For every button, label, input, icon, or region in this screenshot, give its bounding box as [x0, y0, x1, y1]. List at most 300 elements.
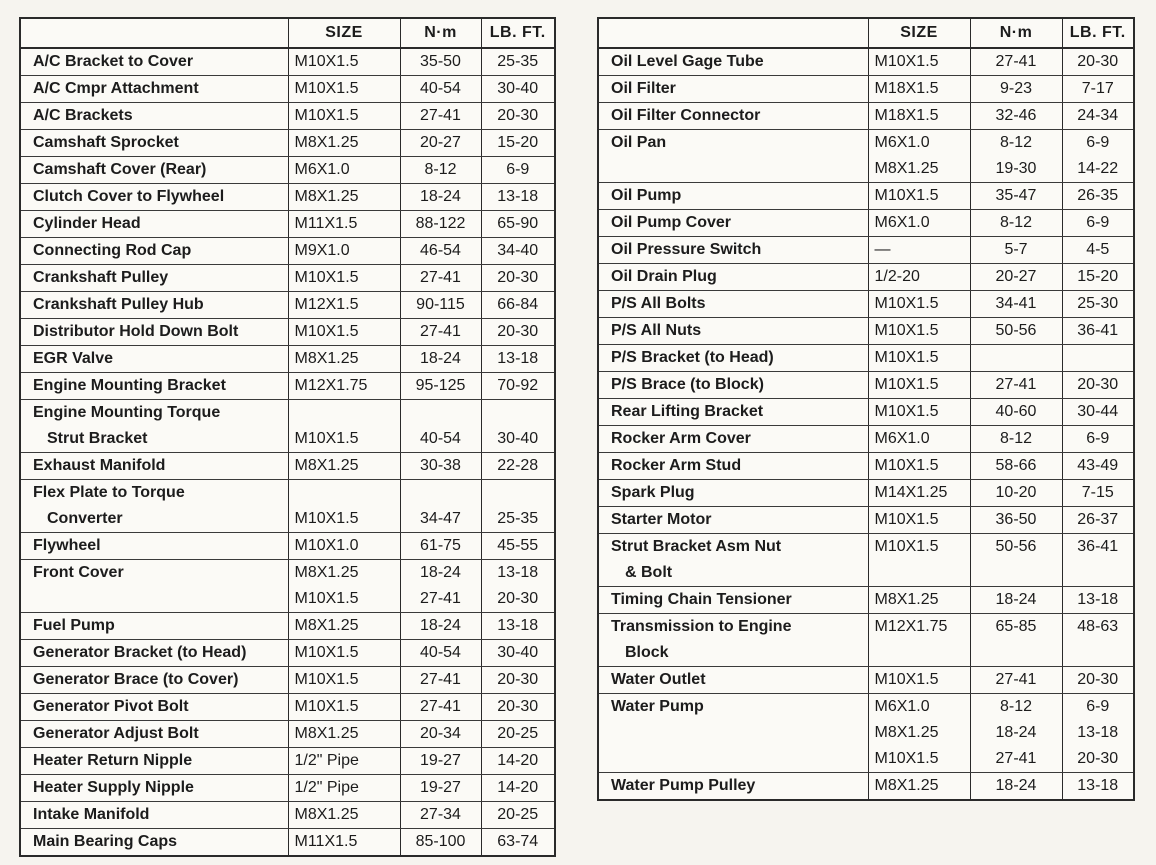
component-cell: Block — [598, 640, 868, 667]
table-row — [20, 802, 555, 829]
nm-cell: 19-30 — [970, 156, 1062, 183]
lbft-cell: 22-28 — [481, 453, 555, 480]
table-row — [598, 426, 1134, 453]
component-cell: P/S Brace (to Block) — [598, 372, 868, 399]
nm-cell: 27-41 — [970, 746, 1062, 773]
table-row — [598, 156, 1134, 183]
nm-cell: 27-41 — [970, 667, 1062, 694]
lbft-cell: 30-40 — [481, 640, 555, 667]
size-cell: M12X1.75 — [868, 614, 970, 641]
size-cell: M10X1.5 — [288, 694, 400, 721]
component-cell: A/C Bracket to Cover — [20, 48, 288, 76]
nm-cell: 20-27 — [970, 264, 1062, 291]
header-lbft: LB. FT. — [1062, 18, 1134, 48]
nm-cell: 18-24 — [400, 184, 481, 211]
lbft-cell: 13-18 — [481, 613, 555, 640]
nm-cell: 27-41 — [400, 103, 481, 130]
size-cell — [288, 400, 400, 427]
lbft-cell: 20-25 — [481, 802, 555, 829]
lbft-cell: 7-15 — [1062, 480, 1134, 507]
nm-cell: 34-47 — [400, 506, 481, 533]
table-row — [20, 184, 555, 211]
nm-cell: 9-23 — [970, 76, 1062, 103]
table-row — [20, 48, 555, 76]
component-cell: Converter — [20, 506, 288, 533]
component-cell: EGR Valve — [20, 346, 288, 373]
size-cell: M14X1.25 — [868, 480, 970, 507]
table-row — [598, 614, 1134, 641]
lbft-cell: 30-44 — [1062, 399, 1134, 426]
nm-cell — [970, 560, 1062, 587]
lbft-cell: 6-9 — [1062, 130, 1134, 157]
lbft-cell: 14-20 — [481, 748, 555, 775]
component-cell — [598, 746, 868, 773]
table-row — [20, 76, 555, 103]
table-row — [598, 237, 1134, 264]
lbft-cell: 20-30 — [481, 103, 555, 130]
component-cell: Heater Return Nipple — [20, 748, 288, 775]
table-row — [20, 613, 555, 640]
lbft-cell: 25-30 — [1062, 291, 1134, 318]
table-row — [598, 453, 1134, 480]
component-cell — [598, 720, 868, 746]
size-cell: M10X1.5 — [288, 48, 400, 76]
nm-cell: 8-12 — [970, 210, 1062, 237]
size-cell: M10X1.5 — [288, 319, 400, 346]
nm-cell: 8-12 — [970, 130, 1062, 157]
table-row — [598, 372, 1134, 399]
component-cell: Water Pump — [598, 694, 868, 721]
component-cell: Spark Plug — [598, 480, 868, 507]
component-cell: Front Cover — [20, 560, 288, 587]
header-lbft: LB. FT. — [481, 18, 555, 48]
table-row — [598, 318, 1134, 345]
table-row — [598, 560, 1134, 587]
component-cell: A/C Cmpr Attachment — [20, 76, 288, 103]
lbft-cell: 13-18 — [1062, 773, 1134, 801]
component-cell: Rocker Arm Cover — [598, 426, 868, 453]
size-cell: M10X1.5 — [868, 318, 970, 345]
component-cell: Camshaft Sprocket — [20, 130, 288, 157]
table-row — [598, 720, 1134, 746]
size-cell: M9X1.0 — [288, 238, 400, 265]
size-cell: M10X1.5 — [288, 667, 400, 694]
lbft-cell: 15-20 — [481, 130, 555, 157]
nm-cell: 18-24 — [970, 587, 1062, 614]
nm-cell: 34-41 — [970, 291, 1062, 318]
size-cell: 1/2-20 — [868, 264, 970, 291]
nm-cell — [400, 480, 481, 507]
table-row — [20, 319, 555, 346]
component-cell: Flywheel — [20, 533, 288, 560]
table-row — [598, 264, 1134, 291]
size-cell: M6X1.0 — [868, 130, 970, 157]
table-row — [20, 640, 555, 667]
component-cell: Engine Mounting Torque — [20, 400, 288, 427]
lbft-cell — [1062, 640, 1134, 667]
table-row — [598, 480, 1134, 507]
size-cell: M6X1.0 — [868, 210, 970, 237]
lbft-cell: 24-34 — [1062, 103, 1134, 130]
lbft-cell: 14-20 — [481, 775, 555, 802]
nm-cell: 27-41 — [400, 319, 481, 346]
table-row — [20, 533, 555, 560]
lbft-cell: 6-9 — [481, 157, 555, 184]
table-row — [598, 48, 1134, 76]
component-cell: Strut Bracket Asm Nut — [598, 534, 868, 561]
size-cell: M12X1.75 — [288, 373, 400, 400]
table-row — [598, 76, 1134, 103]
nm-cell: 27-34 — [400, 802, 481, 829]
size-cell: M10X1.5 — [868, 399, 970, 426]
size-cell: M8X1.25 — [868, 587, 970, 614]
table-row — [20, 157, 555, 184]
size-cell: M18X1.5 — [868, 103, 970, 130]
lbft-cell: 20-30 — [481, 694, 555, 721]
table-row — [20, 480, 555, 507]
size-cell: M10X1.5 — [288, 586, 400, 613]
component-cell: Fuel Pump — [20, 613, 288, 640]
size-cell: M10X1.5 — [868, 291, 970, 318]
lbft-cell: 20-30 — [1062, 667, 1134, 694]
lbft-cell: 20-30 — [481, 586, 555, 613]
nm-cell: 30-38 — [400, 453, 481, 480]
size-cell: M8X1.25 — [288, 721, 400, 748]
nm-cell: 36-50 — [970, 507, 1062, 534]
header-nm: N·m — [400, 18, 481, 48]
lbft-cell — [1062, 345, 1134, 372]
nm-cell: 18-24 — [970, 773, 1062, 801]
nm-cell: 8-12 — [970, 694, 1062, 721]
table-row — [20, 453, 555, 480]
component-cell: Rocker Arm Stud — [598, 453, 868, 480]
size-cell: M11X1.5 — [288, 211, 400, 238]
size-cell: M10X1.5 — [868, 345, 970, 372]
nm-cell: 61-75 — [400, 533, 481, 560]
table-row — [598, 534, 1134, 561]
component-cell: Strut Bracket — [20, 426, 288, 453]
nm-cell: 40-54 — [400, 426, 481, 453]
component-cell: Generator Pivot Bolt — [20, 694, 288, 721]
table-row — [20, 667, 555, 694]
table-row — [20, 829, 555, 857]
nm-cell: 19-27 — [400, 748, 481, 775]
component-cell: Generator Adjust Bolt — [20, 721, 288, 748]
component-cell: Rear Lifting Bracket — [598, 399, 868, 426]
component-cell: Oil Filter — [598, 76, 868, 103]
component-cell: Cylinder Head — [20, 211, 288, 238]
size-cell — [868, 560, 970, 587]
table-row — [20, 586, 555, 613]
table-row — [20, 373, 555, 400]
torque-table-right — [597, 17, 1135, 801]
lbft-cell: 34-40 — [481, 238, 555, 265]
size-cell: M10X1.5 — [868, 372, 970, 399]
lbft-cell: 20-30 — [481, 265, 555, 292]
table-row — [20, 426, 555, 453]
component-cell: P/S All Bolts — [598, 291, 868, 318]
nm-cell: 35-47 — [970, 183, 1062, 210]
nm-cell: 8-12 — [400, 157, 481, 184]
nm-cell: 85-100 — [400, 829, 481, 857]
size-cell: M10X1.5 — [288, 265, 400, 292]
nm-cell: 27-41 — [970, 48, 1062, 76]
nm-cell: 18-24 — [400, 346, 481, 373]
size-cell: M10X1.5 — [868, 453, 970, 480]
nm-cell: 19-27 — [400, 775, 481, 802]
lbft-cell: 6-9 — [1062, 426, 1134, 453]
nm-cell: 46-54 — [400, 238, 481, 265]
nm-cell: 27-41 — [400, 694, 481, 721]
header-row — [598, 18, 1134, 48]
nm-cell: 10-20 — [970, 480, 1062, 507]
lbft-cell: 13-18 — [481, 560, 555, 587]
size-cell: M8X1.25 — [288, 130, 400, 157]
size-cell: M10X1.0 — [288, 533, 400, 560]
size-cell: M10X1.5 — [288, 76, 400, 103]
header-size: SIZE — [868, 18, 970, 48]
size-cell: M12X1.5 — [288, 292, 400, 319]
component-cell: Water Pump Pulley — [598, 773, 868, 801]
header-component — [598, 18, 868, 48]
table-row — [598, 399, 1134, 426]
component-cell: Main Bearing Caps — [20, 829, 288, 857]
lbft-cell: 45-55 — [481, 533, 555, 560]
header-component — [20, 18, 288, 48]
lbft-cell: 13-18 — [481, 346, 555, 373]
lbft-cell: 30-40 — [481, 76, 555, 103]
table-row — [598, 291, 1134, 318]
nm-cell: 40-54 — [400, 640, 481, 667]
size-cell: M10X1.5 — [288, 426, 400, 453]
nm-cell: 50-56 — [970, 534, 1062, 561]
component-cell: Water Outlet — [598, 667, 868, 694]
lbft-cell: 30-40 — [481, 426, 555, 453]
lbft-cell: 13-18 — [1062, 720, 1134, 746]
nm-cell: 65-85 — [970, 614, 1062, 641]
component-cell: Camshaft Cover (Rear) — [20, 157, 288, 184]
table-row — [20, 560, 555, 587]
lbft-cell: 14-22 — [1062, 156, 1134, 183]
size-cell: M18X1.5 — [868, 76, 970, 103]
lbft-cell: 26-37 — [1062, 507, 1134, 534]
nm-cell: 58-66 — [970, 453, 1062, 480]
component-cell: Exhaust Manifold — [20, 453, 288, 480]
nm-cell: 40-54 — [400, 76, 481, 103]
lbft-cell: 7-17 — [1062, 76, 1134, 103]
table-row — [598, 773, 1134, 801]
size-cell: M8X1.25 — [288, 346, 400, 373]
size-cell: M8X1.25 — [288, 560, 400, 587]
component-cell: Flex Plate to Torque — [20, 480, 288, 507]
component-cell: Clutch Cover to Flywheel — [20, 184, 288, 211]
table-row — [598, 183, 1134, 210]
size-cell: M8X1.25 — [288, 184, 400, 211]
component-cell: Oil Drain Plug — [598, 264, 868, 291]
size-cell: M10X1.5 — [868, 534, 970, 561]
lbft-cell: 20-30 — [1062, 746, 1134, 773]
component-cell: Starter Motor — [598, 507, 868, 534]
lbft-cell: 20-30 — [481, 319, 555, 346]
component-cell: Oil Pump Cover — [598, 210, 868, 237]
size-cell: M10X1.5 — [288, 506, 400, 533]
component-cell: Oil Filter Connector — [598, 103, 868, 130]
lbft-cell: 48-63 — [1062, 614, 1134, 641]
nm-cell: 8-12 — [970, 426, 1062, 453]
table-row — [598, 507, 1134, 534]
component-cell: Oil Pump — [598, 183, 868, 210]
size-cell: M6X1.0 — [288, 157, 400, 184]
component-cell: P/S Bracket (to Head) — [598, 345, 868, 372]
nm-cell: 27-41 — [970, 372, 1062, 399]
size-cell — [868, 640, 970, 667]
nm-cell: 32-46 — [970, 103, 1062, 130]
table-row — [598, 210, 1134, 237]
component-cell: Generator Bracket (to Head) — [20, 640, 288, 667]
component-cell: Distributor Hold Down Bolt — [20, 319, 288, 346]
size-cell: M10X1.5 — [868, 667, 970, 694]
lbft-cell — [481, 480, 555, 507]
nm-cell: 18-24 — [400, 613, 481, 640]
nm-cell: 5-7 — [970, 237, 1062, 264]
nm-cell: 20-27 — [400, 130, 481, 157]
header-row — [20, 18, 555, 48]
lbft-cell: 36-41 — [1062, 318, 1134, 345]
nm-cell: 27-41 — [400, 586, 481, 613]
size-cell — [288, 480, 400, 507]
lbft-cell: 20-25 — [481, 721, 555, 748]
table-row — [20, 211, 555, 238]
size-cell: M6X1.0 — [868, 426, 970, 453]
nm-cell — [970, 640, 1062, 667]
size-cell: M8X1.25 — [868, 720, 970, 746]
table-row — [20, 694, 555, 721]
table-row — [598, 587, 1134, 614]
lbft-cell: 15-20 — [1062, 264, 1134, 291]
table-row — [20, 400, 555, 427]
nm-cell: 18-24 — [970, 720, 1062, 746]
component-cell: Engine Mounting Bracket — [20, 373, 288, 400]
component-cell: Heater Supply Nipple — [20, 775, 288, 802]
nm-cell — [970, 345, 1062, 372]
nm-cell: 40-60 — [970, 399, 1062, 426]
component-cell: Crankshaft Pulley Hub — [20, 292, 288, 319]
nm-cell: 20-34 — [400, 721, 481, 748]
size-cell: M8X1.25 — [288, 453, 400, 480]
lbft-cell: 20-30 — [1062, 372, 1134, 399]
size-cell: M10X1.5 — [868, 507, 970, 534]
component-cell: Timing Chain Tensioner — [598, 587, 868, 614]
table-body-right — [598, 48, 1134, 800]
table-row — [20, 346, 555, 373]
size-cell: M10X1.5 — [868, 183, 970, 210]
lbft-cell: 26-35 — [1062, 183, 1134, 210]
nm-cell: 27-41 — [400, 667, 481, 694]
lbft-cell: 70-92 — [481, 373, 555, 400]
table-row — [598, 345, 1134, 372]
table-row — [598, 746, 1134, 773]
table-row — [598, 130, 1134, 157]
table-row — [20, 103, 555, 130]
component-cell: Transmission to Engine — [598, 614, 868, 641]
lbft-cell: 6-9 — [1062, 210, 1134, 237]
torque-table-left — [19, 17, 556, 857]
lbft-cell: 13-18 — [481, 184, 555, 211]
table-row — [20, 748, 555, 775]
table-row — [20, 265, 555, 292]
table-row — [20, 721, 555, 748]
lbft-cell — [1062, 560, 1134, 587]
component-cell: Intake Manifold — [20, 802, 288, 829]
nm-cell: 50-56 — [970, 318, 1062, 345]
table-row — [598, 667, 1134, 694]
lbft-cell: 66-84 — [481, 292, 555, 319]
size-cell: M8X1.25 — [288, 802, 400, 829]
size-cell: M6X1.0 — [868, 694, 970, 721]
nm-cell: 95-125 — [400, 373, 481, 400]
component-cell: Oil Level Gage Tube — [598, 48, 868, 76]
component-cell — [598, 156, 868, 183]
size-cell: M10X1.5 — [288, 640, 400, 667]
lbft-cell: 65-90 — [481, 211, 555, 238]
size-cell: M11X1.5 — [288, 829, 400, 857]
table-row — [20, 506, 555, 533]
nm-cell — [400, 400, 481, 427]
component-cell — [20, 586, 288, 613]
component-cell: Oil Pan — [598, 130, 868, 157]
size-cell: 1/2" Pipe — [288, 748, 400, 775]
lbft-cell: 25-35 — [481, 506, 555, 533]
component-cell: Generator Brace (to Cover) — [20, 667, 288, 694]
size-cell: 1/2" Pipe — [288, 775, 400, 802]
size-cell: M10X1.5 — [868, 746, 970, 773]
header-nm: N·m — [970, 18, 1062, 48]
nm-cell: 27-41 — [400, 265, 481, 292]
table-row — [20, 130, 555, 157]
size-cell: M8X1.25 — [288, 613, 400, 640]
lbft-cell: 4-5 — [1062, 237, 1134, 264]
table-row — [20, 238, 555, 265]
table-row — [598, 640, 1134, 667]
component-cell: Oil Pressure Switch — [598, 237, 868, 264]
size-cell: M8X1.25 — [868, 156, 970, 183]
table-row — [20, 292, 555, 319]
table-body-left — [20, 48, 555, 856]
lbft-cell: 43-49 — [1062, 453, 1134, 480]
table-row — [598, 694, 1134, 721]
lbft-cell: 13-18 — [1062, 587, 1134, 614]
lbft-cell: 63-74 — [481, 829, 555, 857]
header-size: SIZE — [288, 18, 400, 48]
component-cell: Crankshaft Pulley — [20, 265, 288, 292]
lbft-cell: 36-41 — [1062, 534, 1134, 561]
lbft-cell: 20-30 — [481, 667, 555, 694]
nm-cell: 88-122 — [400, 211, 481, 238]
size-cell: M8X1.25 — [868, 773, 970, 801]
nm-cell: 35-50 — [400, 48, 481, 76]
nm-cell: 90-115 — [400, 292, 481, 319]
component-cell: & Bolt — [598, 560, 868, 587]
table-row — [598, 103, 1134, 130]
component-cell: Connecting Rod Cap — [20, 238, 288, 265]
component-cell: P/S All Nuts — [598, 318, 868, 345]
table-row — [20, 775, 555, 802]
lbft-cell: 25-35 — [481, 48, 555, 76]
size-cell: — — [868, 237, 970, 264]
nm-cell: 18-24 — [400, 560, 481, 587]
size-cell: M10X1.5 — [868, 48, 970, 76]
lbft-cell — [481, 400, 555, 427]
